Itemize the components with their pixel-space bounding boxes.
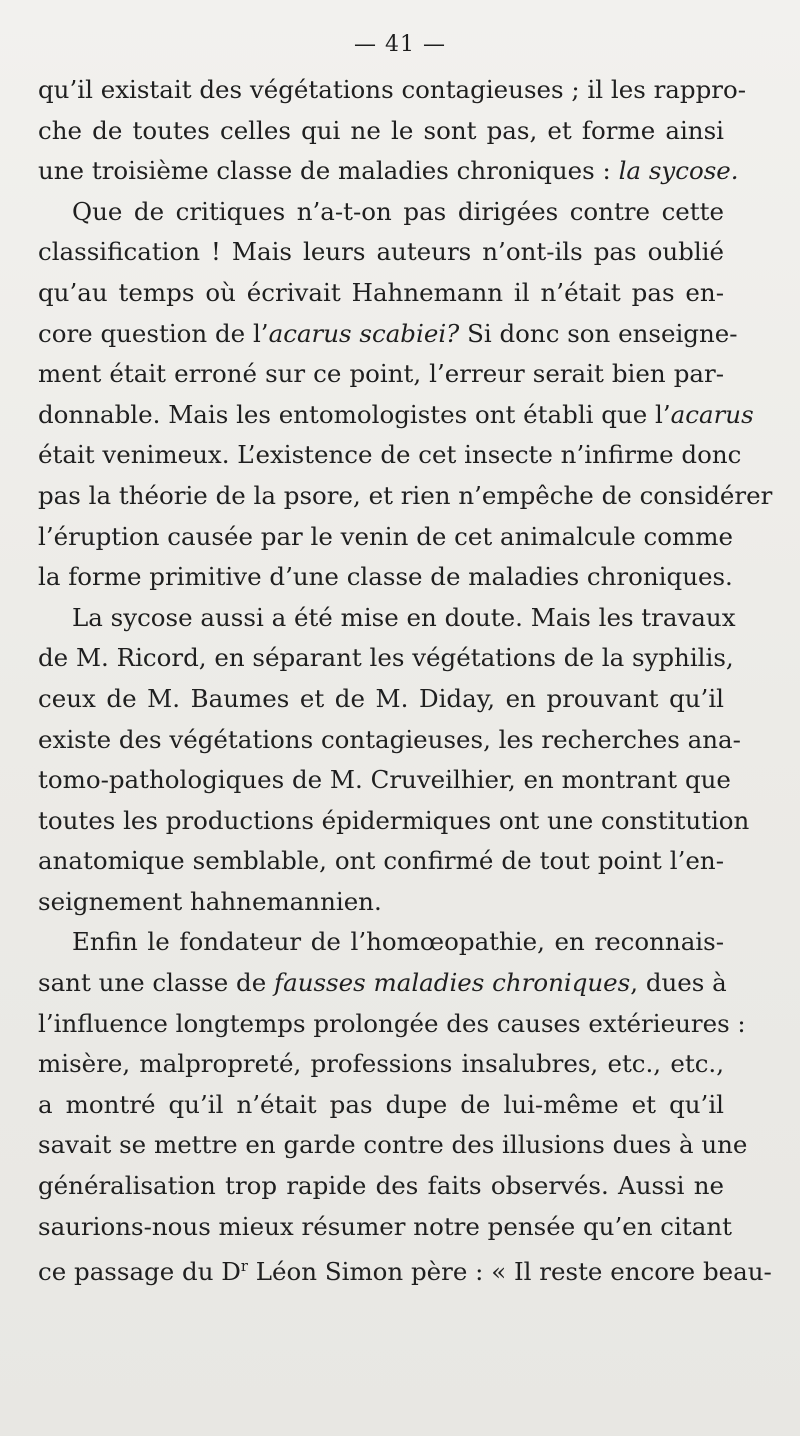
text-line bbox=[38, 435, 742, 476]
italic-text: fausses maladies chroniques bbox=[274, 968, 631, 998]
text-segment: de M. Ricord, en séparant les végétations de la syphilis, bbox=[38, 643, 734, 673]
text-segment: l’éruption causée par le venin de cet animalcule comme bbox=[38, 521, 733, 551]
text-segment: a montré qu’il n’était pas dupe de lui-même et qu’il bbox=[38, 1089, 724, 1119]
text-segment: une troisième classe de maladies chroniques : bbox=[38, 156, 619, 186]
page-number: — 41 — bbox=[354, 32, 446, 57]
text-segment: savait se mettre en garde contre des illusions dues à une bbox=[38, 1130, 748, 1160]
text-line bbox=[38, 882, 724, 923]
italic-text: acarus bbox=[670, 399, 754, 429]
body-text bbox=[38, 70, 773, 1288]
text-line bbox=[38, 638, 734, 679]
text-line bbox=[38, 557, 733, 598]
text-line bbox=[38, 70, 746, 111]
text-line bbox=[38, 1166, 724, 1207]
text-segment: la forme primitive d’une classe de maladies chroniques. bbox=[38, 562, 733, 592]
text-segment: saurions-nous mieux résumer notre pensée qu’en citant bbox=[38, 1211, 732, 1241]
text-segment: tomo-pathologiques de M. Cruveilhier, en montrant que bbox=[38, 765, 731, 795]
text-segment: généralisation trop rapide des faits observés. Aussi ne bbox=[38, 1171, 724, 1201]
text-line bbox=[38, 476, 773, 517]
text-line bbox=[38, 395, 754, 436]
italic-text: la sycose. bbox=[618, 156, 739, 186]
text-line bbox=[38, 517, 733, 558]
text-segment: Que de critiques n’a-t-on pas dirigées contre cette bbox=[72, 196, 724, 226]
text-line bbox=[38, 151, 739, 192]
superscript-text: r bbox=[240, 1258, 248, 1276]
text-segment: ceux de M. Baumes et de M. Diday, en prouvant qu’il bbox=[38, 683, 724, 713]
text-line bbox=[38, 963, 727, 1004]
text-line bbox=[38, 192, 724, 233]
text-segment: Si donc son enseigne- bbox=[459, 318, 738, 348]
text-line bbox=[38, 1004, 746, 1045]
text-segment: ment était erroné sur ce point, l’erreur serait bien par- bbox=[38, 359, 724, 389]
text-segment: , dues à bbox=[630, 968, 727, 998]
text-segment: donnable. Mais les entomologistes ont établi que l’ bbox=[38, 399, 671, 429]
text-line bbox=[38, 111, 724, 152]
text-segment: La sycose aussi a été mise en doute. Mais les travaux bbox=[72, 602, 736, 632]
text-segment: seignement hahnemannien. bbox=[38, 886, 382, 916]
text-segment: l’influence longtemps prolongée des causes extérieures : bbox=[38, 1008, 746, 1038]
text-segment: qu’au temps où écrivait Hahnemann il n’était pas en- bbox=[38, 277, 724, 307]
text-line bbox=[38, 720, 741, 761]
text-line bbox=[38, 598, 736, 639]
text-line bbox=[38, 922, 724, 963]
text-segment: sant une classe de bbox=[38, 968, 275, 998]
text-segment: anatomique semblable, ont confirmé de tout point l’en- bbox=[38, 846, 724, 876]
text-line bbox=[38, 273, 724, 314]
text-segment: ce passage du D bbox=[38, 1257, 241, 1287]
text-line bbox=[38, 314, 738, 355]
text-line bbox=[38, 232, 724, 273]
text-segment: Léon Simon père : « Il reste encore beau- bbox=[247, 1257, 772, 1287]
text-line bbox=[38, 841, 724, 882]
text-line bbox=[38, 1125, 748, 1166]
italic-text: acarus scabiei? bbox=[268, 318, 460, 348]
text-line bbox=[38, 801, 750, 842]
text-line bbox=[38, 679, 724, 720]
text-line bbox=[38, 354, 724, 395]
text-segment: était venimeux. L’existence de cet insecte n’infirme donc bbox=[38, 440, 742, 470]
text-segment: core question de l’ bbox=[38, 318, 269, 348]
text-line bbox=[38, 1044, 724, 1085]
text-segment: che de toutes celles qui ne le sont pas, et forme ainsi bbox=[38, 115, 724, 145]
text-segment: pas la théorie de la psore, et rien n’empêche de considérer bbox=[38, 480, 773, 510]
text-segment: misère, malpropreté, professions insalubres, etc., etc., bbox=[38, 1049, 724, 1079]
text-line bbox=[38, 760, 731, 801]
text-segment: classification ! Mais leurs auteurs n’ont-ils pas oublié bbox=[38, 237, 724, 267]
text-segment: qu’il existait des végétations contagieuses ; il les rappro- bbox=[38, 75, 746, 104]
text-line bbox=[38, 1247, 772, 1288]
text-segment: toutes les productions épidermiques ont une constitution bbox=[38, 805, 750, 835]
text-line bbox=[38, 1085, 724, 1126]
text-segment: Enfin le fondateur de l’homœopathie, en reconnais- bbox=[72, 927, 724, 957]
text-segment: existe des végétations contagieuses, les recherches ana- bbox=[38, 724, 741, 754]
text-line bbox=[38, 1207, 732, 1248]
